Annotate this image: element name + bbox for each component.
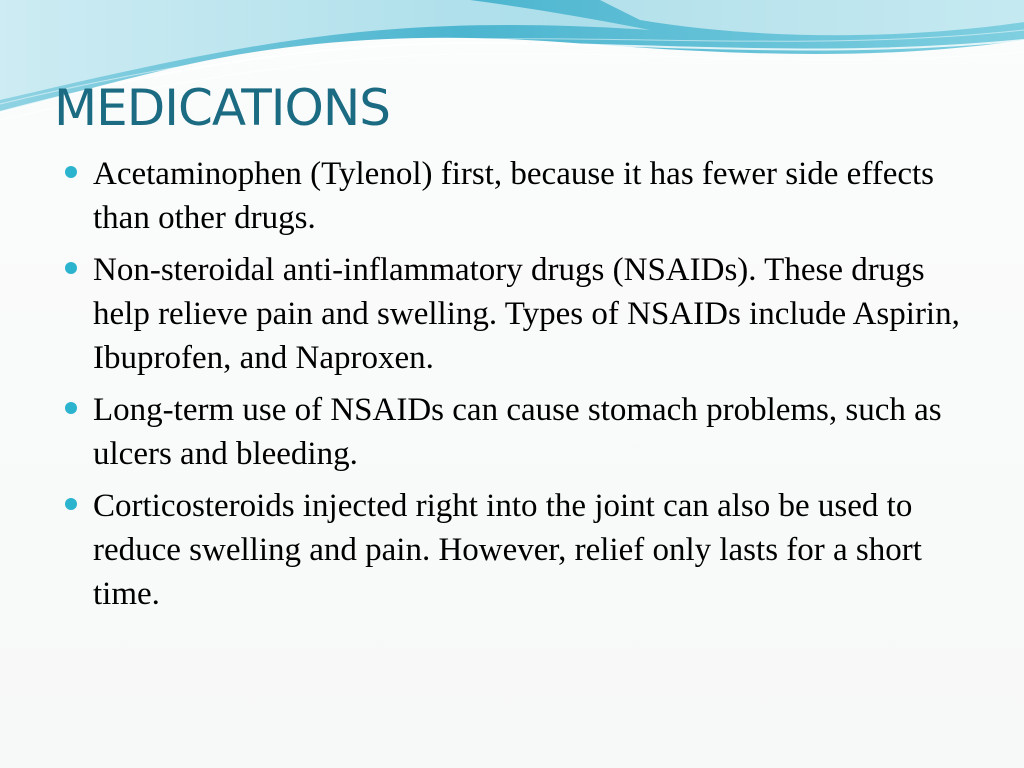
slide-title: MEDICATIONS	[54, 79, 390, 137]
bullet-text: Acetaminophen (Tylenol) first, because it has fewer side effects than other drugs.	[93, 156, 935, 236]
bullet-text: Corticosteroids injected right into the joint can also be used to reduce swelling and pain. However, relief only lasts for a short time.	[93, 488, 922, 612]
bullet-item	[62, 152, 972, 240]
bullet-item	[62, 388, 972, 476]
bullet-dot-icon	[65, 166, 77, 178]
bullet-item	[62, 484, 972, 616]
bullet-text: Non-steroidal anti-inflammatory drugs (NSAIDs). These drugs help relieve pain and swelling. Types of NSAIDs include Aspirin, Ibuprofen, and Naproxen.	[93, 252, 960, 376]
bullet-item	[62, 248, 972, 380]
bullet-text: Long-term use of NSAIDs can cause stomach problems, such as ulcers and bleeding.	[93, 392, 942, 472]
bullet-list	[62, 152, 972, 624]
bullet-dot-icon	[65, 262, 77, 274]
bullet-dot-icon	[65, 498, 77, 510]
bullet-dot-icon	[65, 402, 77, 414]
